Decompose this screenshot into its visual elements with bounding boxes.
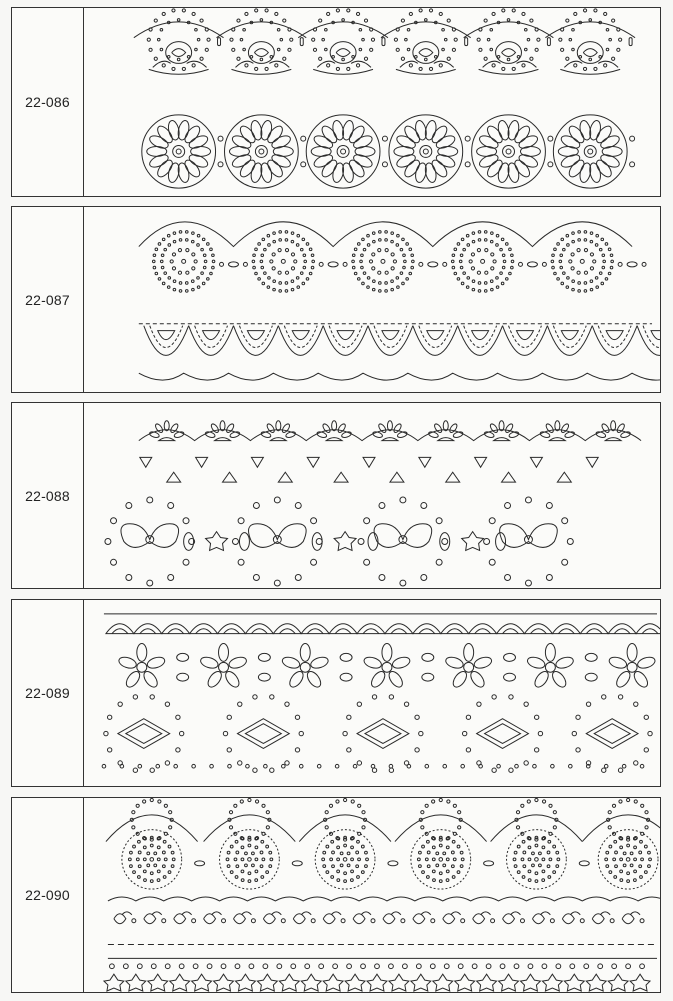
lace-drawing-22-088: [84, 403, 660, 588]
code-cell: [12, 8, 84, 196]
pattern-code: 22-086: [25, 94, 70, 110]
pattern-code: 22-089: [25, 685, 70, 701]
pattern-code: 22-087: [25, 291, 70, 308]
pattern-code: 22-090: [25, 887, 70, 903]
pattern-code: 22-088: [25, 487, 70, 504]
pattern-panel-22-087: [11, 206, 661, 393]
lace-illustration: [84, 403, 660, 588]
lace-illustration: [84, 798, 660, 992]
lace-illustration: [84, 207, 660, 392]
pattern-panel-22-090: [11, 797, 661, 993]
code-cell: [12, 403, 84, 588]
lace-illustration: [84, 8, 660, 196]
pattern-panel-22-088: [11, 402, 661, 589]
code-cell: [12, 207, 84, 392]
lace-drawing-22-089: [84, 600, 660, 786]
pattern-panel-22-086: [11, 7, 661, 197]
code-cell: [12, 798, 84, 992]
lace-drawing-22-087: [84, 207, 660, 392]
lace-drawing-22-090: [84, 798, 660, 992]
lace-drawing-22-086: [84, 8, 660, 196]
lace-illustration: [84, 600, 660, 786]
code-cell: [12, 600, 84, 786]
pattern-panel-22-089: [11, 599, 661, 787]
